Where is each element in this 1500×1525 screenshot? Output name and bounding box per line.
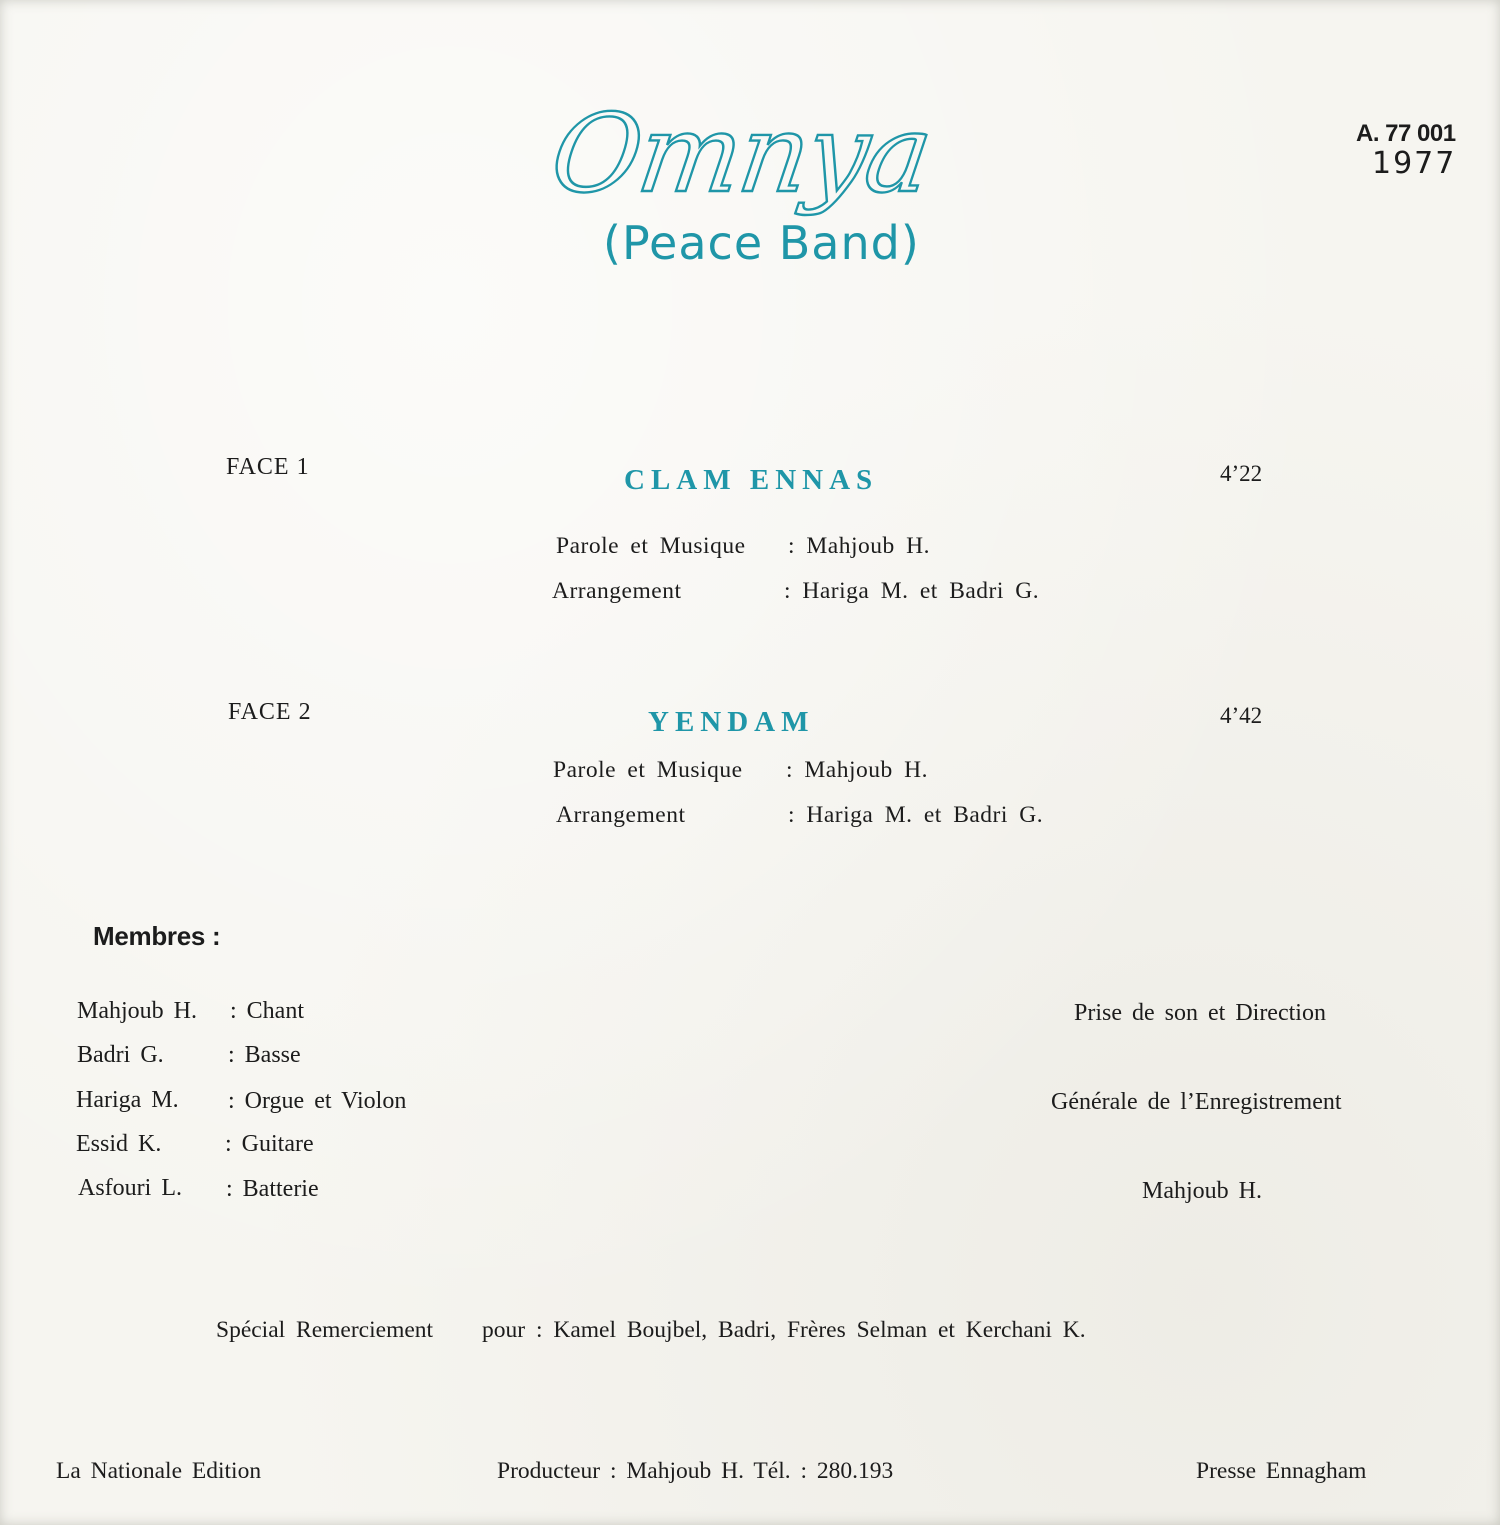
thanks-label: Spécial Remerciement [216,1317,434,1343]
face-1-credit-role: Parole et Musique [556,533,746,559]
members-heading: Membres : [93,921,221,951]
member-role: : Orgue et Violon [228,1088,407,1114]
face-2-credit-role: Parole et Musique [553,757,743,783]
face-1-arrangement-role: Arrangement [552,578,682,604]
face-2-label: FACE 2 [228,699,312,725]
member-role: : Basse [228,1042,301,1068]
release-year: 1977 [1372,146,1457,181]
member-role: : Batterie [226,1176,319,1202]
member-name: Asfouri L. [78,1175,182,1201]
face-2-arrangement-role: Arrangement [556,802,686,828]
member-name: Badri G. [77,1042,164,1068]
face-1-title: CLAM ENNAS [624,464,879,496]
face-1-credit-name: : Mahjoub H. [788,533,930,559]
catalog-number: A. 77 001 [1356,120,1456,147]
face-1-label: FACE 1 [226,454,310,480]
member-role: : Chant [230,998,304,1024]
member-name: Hariga M. [76,1087,179,1113]
member-name: Mahjoub H. [77,998,197,1024]
thanks-text: pour : Kamel Boujbel, Badri, Frères Selman et Kerchani K. [482,1317,1086,1343]
member-name: Essid K. [76,1131,162,1157]
face-2-credit-name: : Mahjoub H. [786,757,928,783]
production-line-3: Mahjoub H. [1142,1178,1262,1204]
face-1-duration: 4’22 [1220,461,1263,486]
band-name: Omnya [544,92,938,217]
publisher: La Nationale Edition [56,1458,262,1484]
face-2-arrangement-name: : Hariga M. et Badri G. [788,802,1044,828]
face-1-arrangement-name: : Hariga M. et Badri G. [784,578,1040,604]
production-line-1: Prise de son et Direction [1074,1000,1326,1026]
face-2-duration: 4’42 [1220,703,1263,728]
face-2-title: YENDAM [648,706,815,738]
band-subtitle: (Peace Band) [603,216,920,270]
member-role: : Guitare [225,1131,314,1157]
pressing-plant: Presse Ennagham [1196,1458,1367,1484]
production-line-2: Générale de l’Enregistrement [1051,1089,1342,1115]
producer-contact: Producteur : Mahjoub H. Tél. : 280.193 [497,1458,894,1484]
